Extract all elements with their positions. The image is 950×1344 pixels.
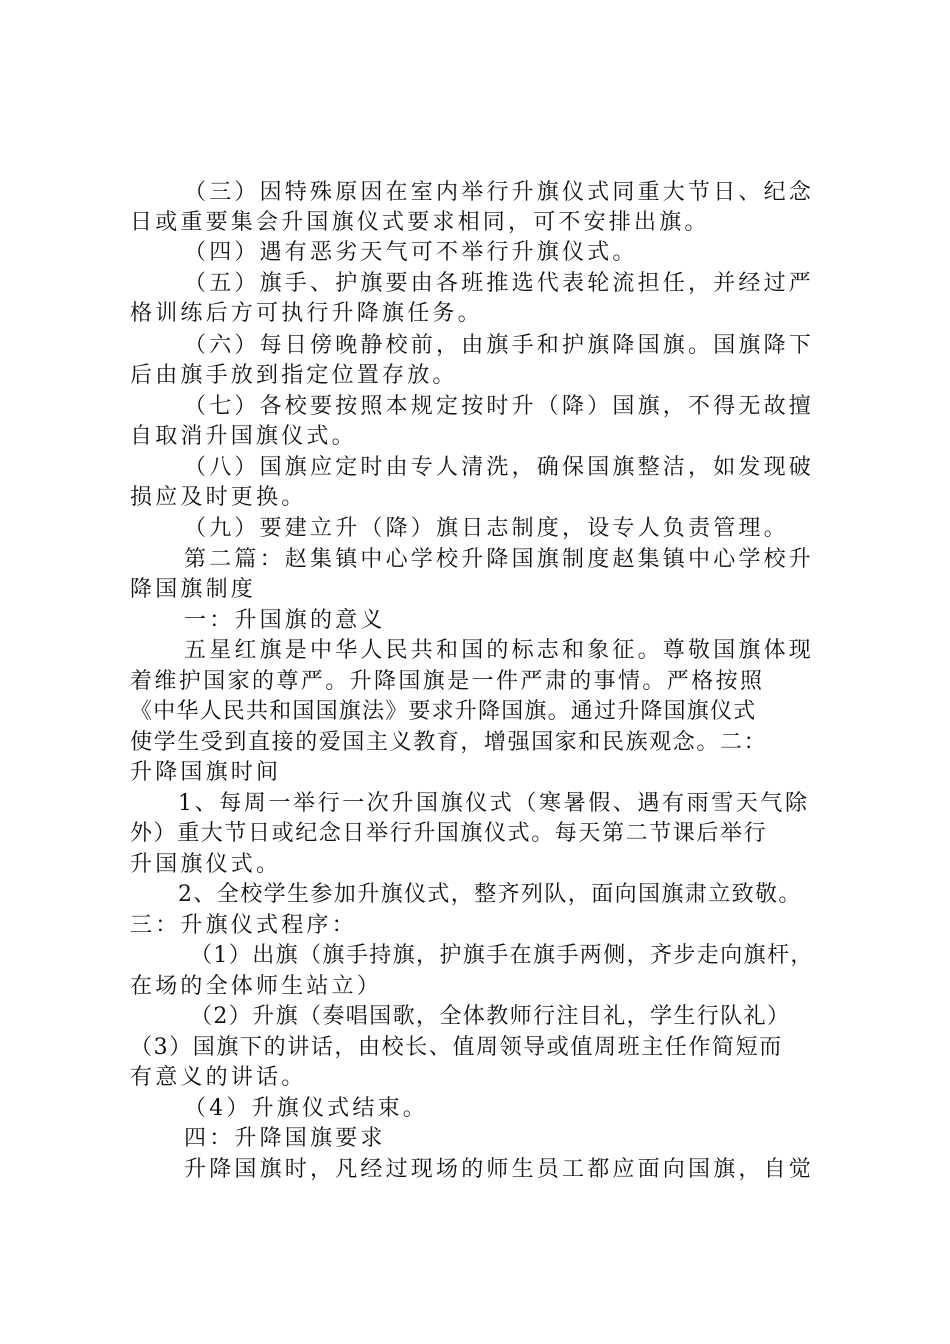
text-line: 1、每周一举行一次升国旗仪式（寒暑假、遇有雨雪天气除 bbox=[178, 791, 810, 816]
text-line: （五）旗手、护旗要由各班推选代表轮流担任，并经过严 bbox=[184, 271, 815, 296]
text-line: （八）国旗应定时由专人清洗，确保国旗整洁，如发现破 bbox=[184, 455, 815, 480]
text-line: （4）升旗仪式结束。 bbox=[184, 1096, 428, 1121]
text-line: 损应及时更换。 bbox=[130, 485, 307, 510]
text-line: 格训练后方可执行升降旗任务。 bbox=[130, 301, 483, 326]
text-line: 在场的全体师生站立） bbox=[130, 974, 383, 999]
text-line: 自取消升国旗仪式。 bbox=[130, 424, 357, 449]
text-line: （七）各校要按照本规定按时升（降）国旗，不得无故擅 bbox=[184, 394, 815, 419]
text-line: （九）要建立升（降）旗日志制度，设专人负责管理。 bbox=[184, 516, 789, 541]
text-line: 后由旗手放到指定位置存放。 bbox=[130, 363, 458, 388]
text-line: 外）重大节日或纪念日举行升国旗仪式。每天第二节课后举行 bbox=[130, 821, 768, 846]
text-line: （1）出旗（旗手持旗，护旗手在旗手两侧，齐步走向旗杆， bbox=[190, 943, 814, 968]
text-line: （六）每日傍晚静校前，由旗手和护旗降国旗。国旗降下 bbox=[184, 333, 815, 358]
text-line: 《中华人民共和国国旗法》要求升降国旗。通过升降国旗仪式 bbox=[130, 699, 757, 724]
text-line: （四）遇有恶劣天气可不举行升旗仪式。 bbox=[184, 240, 638, 265]
text-line: 2、全校学生参加升旗仪式，整齐列队，面向国旗肃立致敬。 bbox=[178, 882, 802, 907]
text-line: 升降国旗时间 bbox=[130, 760, 282, 785]
text-line: 日或重要集会升国旗仪式要求相同，可不安排出旗。 bbox=[130, 210, 710, 235]
text-line: 着维护国家的尊严。升降国旗是一件严肃的事情。严格按照 bbox=[130, 669, 765, 694]
text-line: （3）国旗下的讲话，由校长、值周领导或值周班主任作简短而 bbox=[130, 1035, 783, 1060]
section-heading: 降国旗制度 bbox=[130, 577, 257, 602]
text-line: （2）升旗（奏唱国歌，全体教师行注目礼，学生行队礼） bbox=[190, 1004, 791, 1029]
text-line: 有意义的讲话。 bbox=[130, 1065, 307, 1090]
text-line: （三）因特殊原因在室内举行升旗仪式同重大节日、纪念 bbox=[184, 180, 815, 205]
text-line: 升降国旗时，凡经过现场的师生员工都应面向国旗，自觉 bbox=[184, 1157, 815, 1182]
section-heading: 第二篇：赵集镇中心学校升降国旗制度赵集镇中心学校升 bbox=[184, 547, 815, 572]
text-line: 使学生受到直接的爱国主义教育，增强国家和民族观念。二： bbox=[130, 730, 768, 755]
text-line: 升国旗仪式。 bbox=[130, 852, 282, 877]
section-heading: 四：升降国旗要求 bbox=[184, 1126, 386, 1151]
section-heading: 三：升旗仪式程序： bbox=[130, 913, 357, 938]
text-line: 五星红旗是中华人民共和国的标志和象征。尊敬国旗体现 bbox=[184, 638, 815, 663]
section-heading: 一：升国旗的意义 bbox=[184, 608, 386, 633]
